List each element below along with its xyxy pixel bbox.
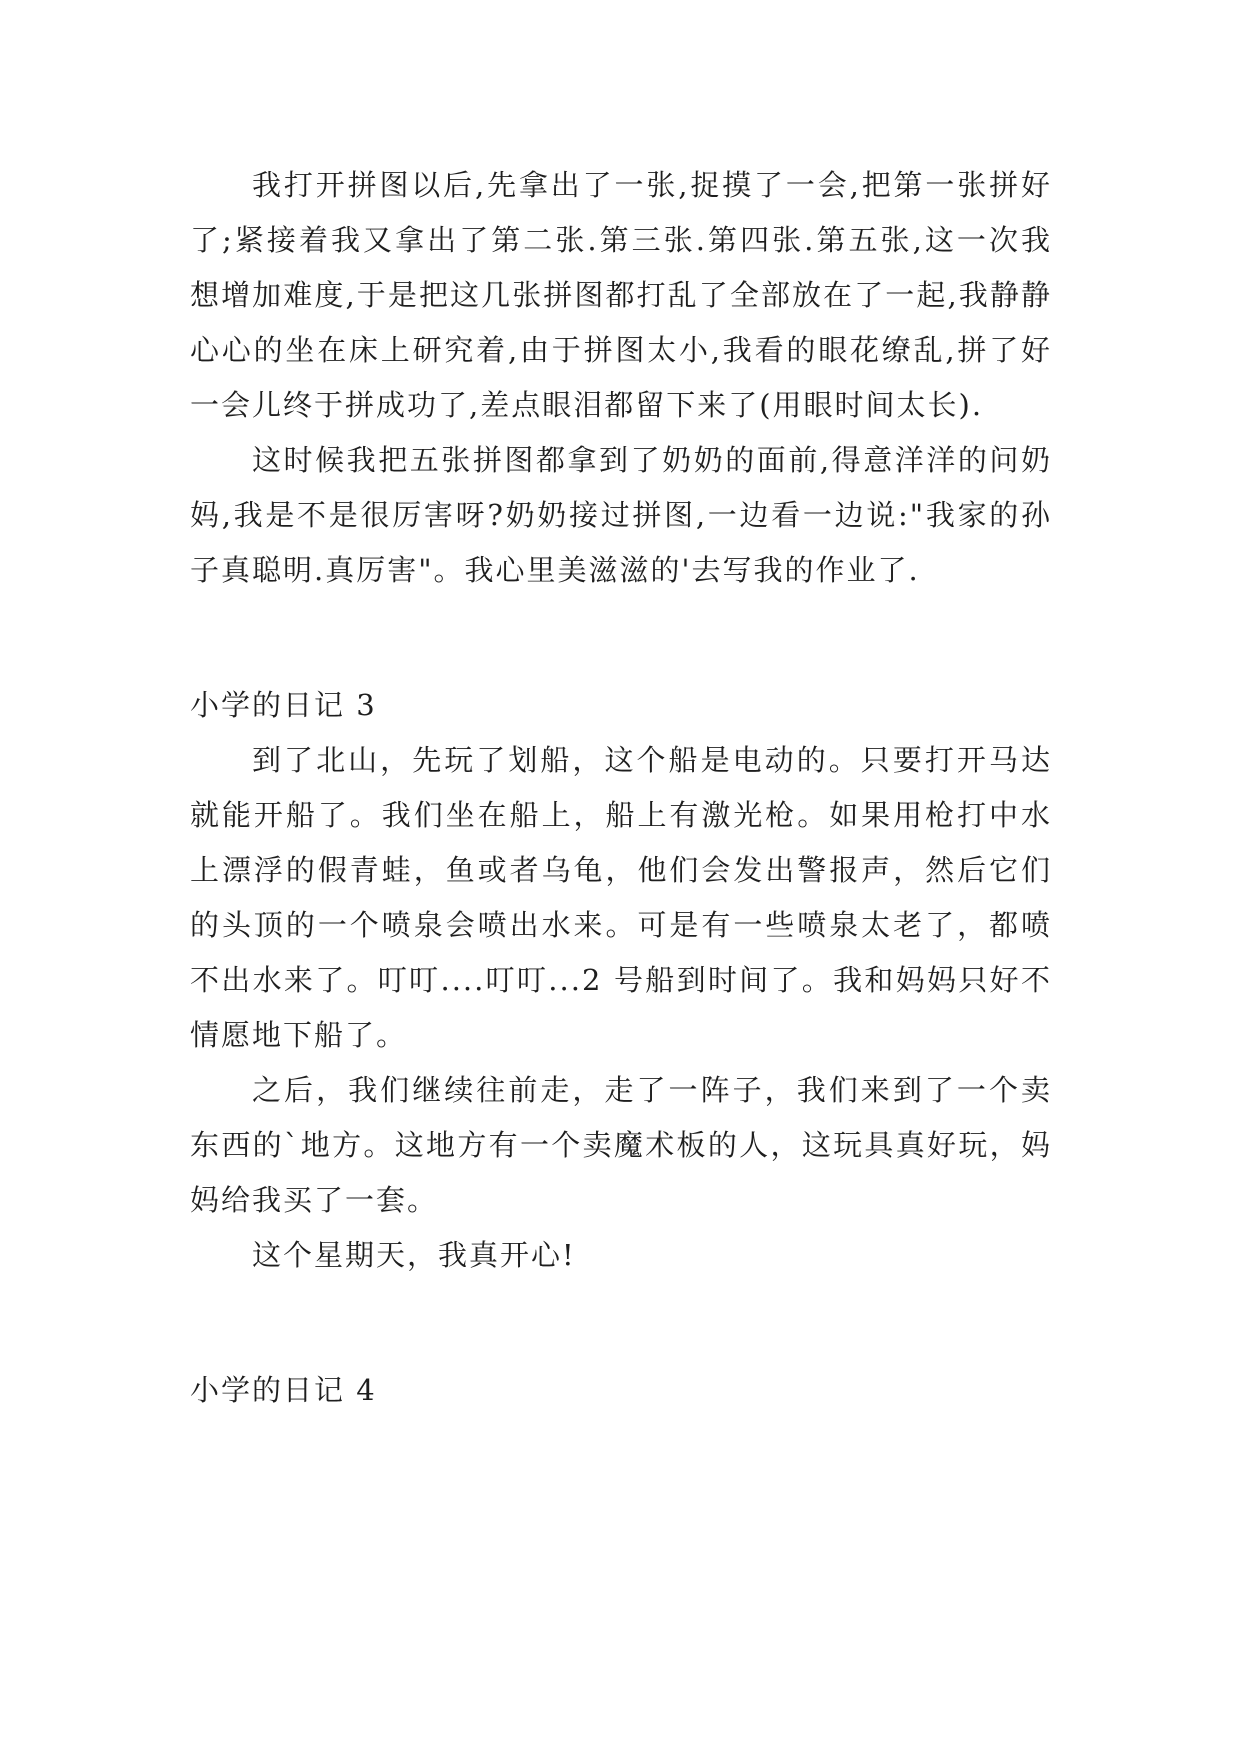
paragraph: 我打开拼图以后,先拿出了一张,捉摸了一会,把第一张拼好了;紧接着我又拿出了第二张.第三张.第四张.第五张,这一次我想增加难度,于是把这几张拼图都打乱了全部放在了一起,我静静心心的坐在床上研究着,由于拼图太小,我看的眼花缭乱,拼了好一会儿终于拼成功了,差点眼泪都留下来了(用眼时间太长).	[190, 168, 1052, 422]
paragraph: 之后，我们继续往前走，走了一阵子，我们来到了一个卖东西的`地方。这地方有一个卖魔术板的人，这玩具真好玩，妈妈给我买了一套。	[190, 1073, 1052, 1217]
document-body	[190, 158, 1052, 1418]
paragraph: 到了北山，先玩了划船，这个船是电动的。只要打开马达就能开船了。我们坐在船上，船上有激光枪。如果用枪打中水上漂浮的假青蛙，鱼或者乌龟，他们会发出警报声，然后它们的头顶的一个喷泉会喷出水来。可是有一些喷泉太老了，都喷不出水来了。叮叮....叮叮...2 号船到时间了。我和妈妈只好不情愿地下船了。	[190, 743, 1052, 1052]
section-heading: 小学的日记 3	[190, 688, 377, 722]
paragraph: 这个星期天，我真开心!	[252, 1238, 576, 1272]
section-spacer	[190, 1283, 1052, 1363]
section-spacer	[190, 598, 1052, 678]
section-heading: 小学的日记 4	[190, 1373, 377, 1407]
paragraph: 这时候我把五张拼图都拿到了奶奶的面前,得意洋洋的问奶妈,我是不是很厉害呀?奶奶接过拼图,一边看一边说:"我家的孙子真聪明.真厉害"。我心里美滋滋的'去写我的作业了.	[190, 443, 1052, 587]
